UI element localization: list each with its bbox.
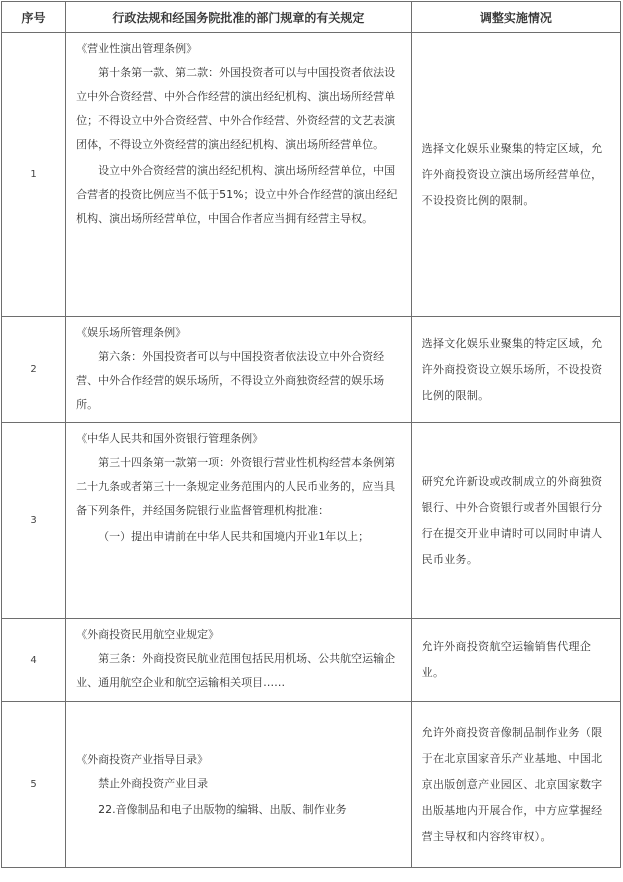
header-law: 行政法规和经国务院批准的部门规章的有关规定	[66, 2, 412, 33]
impl-cell: 选择文化娱乐业聚集的特定区域，允许外商投资设立娱乐场所，不设投资比例的限制。	[411, 317, 620, 423]
law-title: 《中华人民共和国外资银行管理条例》	[76, 432, 264, 445]
header-no: 序号	[2, 2, 66, 33]
impl-cell: 选择文化娱乐业聚集的特定区域，允许外商投资设立演出场所经营单位，不设投资比例的限制。	[411, 33, 620, 317]
table-header-row	[2, 2, 621, 33]
law-title: 《外商投资民用航空业规定》	[76, 628, 220, 641]
row-number: 5	[2, 702, 66, 868]
impl-cell: 允许外商投资音像制品制作业务（限于在北京国家音乐产业基地、中国北京出版创意产业园区、北京国家数字出版基地内开展合作，中方应掌握经营主导权和内容终审权）。	[411, 702, 620, 868]
impl-cell: 允许外商投资航空运输销售代理企业。	[411, 619, 620, 702]
table-row	[2, 423, 621, 619]
header-impl: 调整实施情况	[411, 2, 620, 33]
row-number: 2	[2, 317, 66, 423]
law-cell	[66, 317, 412, 423]
row-number: 1	[2, 33, 66, 317]
law-cell	[66, 33, 412, 317]
row-number: 3	[2, 423, 66, 619]
law-paragraph: 22.音像制品和电子出版物的编辑、出版、制作业务	[98, 802, 347, 816]
law-paragraph: 第十条第一款、第二款：外国投资者可以与中国投资者依法设立中外合资经营、中外合作经营的演出经纪机构、演出场所经营单位；不得设立中外合资经营、中外合作经营、外资经营的文艺表演团体，不得设立外资经营的演出经纪机构、演出场所经营单位。	[76, 66, 396, 151]
table-row	[2, 33, 621, 317]
table-row	[2, 317, 621, 423]
law-paragraph: 设立中外合资经营的演出经纪机构、演出场所经营单位，中国合营者的投资比例应当不低于51%；设立中外合作经营的演出经纪机构、演出场所经营单位，中国合作者应当拥有经营主导权。	[76, 164, 398, 225]
law-title: 《营业性演出管理条例》	[76, 42, 198, 55]
impl-cell: 研究允许新设或改制成立的外商独资银行、中外合资银行或者外国银行分行在提交开业申请时可以同时申请人民币业务。	[411, 423, 620, 619]
law-cell	[66, 423, 412, 619]
table-row	[2, 702, 621, 868]
law-paragraph: 第六条：外国投资者可以与中国投资者依法设立中外合资经营、中外合作经营的娱乐场所，不得设立外商独资经营的娱乐场所。	[76, 350, 385, 411]
table-row	[2, 619, 621, 702]
law-paragraph: 禁止外商投资产业目录	[98, 776, 209, 790]
law-cell	[66, 702, 412, 868]
law-title: 《外商投资产业指导目录》	[76, 752, 209, 766]
law-title: 《娱乐场所管理条例》	[76, 326, 187, 339]
row-number: 4	[2, 619, 66, 702]
law-paragraph: 第三条：外商投资民航业范围包括民用机场、公共航空运输企业、通用航空企业和航空运输相关项目……	[76, 652, 396, 689]
law-paragraph: 第三十四条第一款第一项：外资银行营业性机构经营本条例第二十九条或者第三十一条规定业务范围内的人民币业务的，应当具备下列条件，并经国务院银行业监督管理机构批准：	[76, 456, 396, 517]
law-paragraph: （一）提出申请前在中华人民共和国境内开业1年以上；	[98, 530, 370, 543]
law-cell	[66, 619, 412, 702]
regulation-adjustment-table	[1, 1, 621, 868]
